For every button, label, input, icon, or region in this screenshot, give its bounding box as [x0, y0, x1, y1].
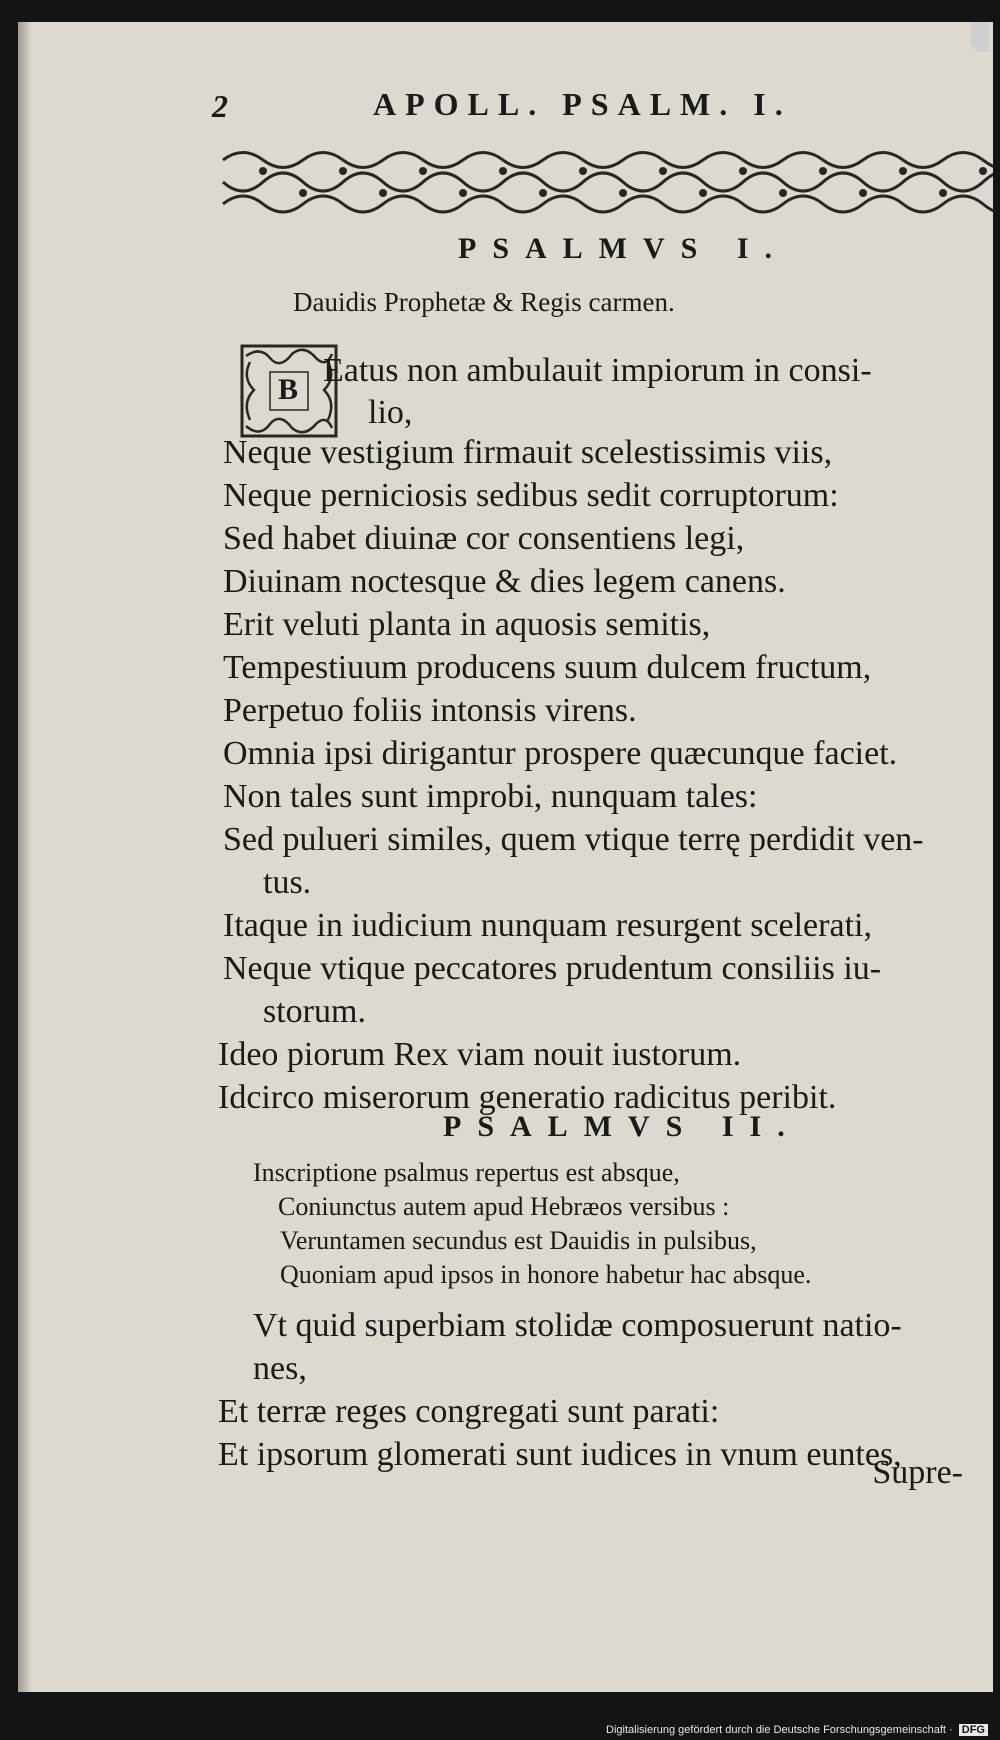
verse-line: Tempestiuum producens suum dulcem fructum, — [223, 649, 872, 686]
verse-line: Et ipsorum glomerati sunt iudices in vnum euntes, — [218, 1436, 902, 1473]
verse-line: nes, — [253, 1350, 307, 1387]
psalm-1-heading: PSALMVS I. — [458, 232, 789, 265]
inscription-line: Inscriptione psalmus repertus est absque, — [253, 1158, 680, 1187]
verse-line: Vt quid superbiam stolidæ composuerunt natio- — [253, 1307, 902, 1344]
verse-line: Itaque in iudicium nunquam resurgent scelerati, — [223, 907, 872, 944]
verse-line: Idcirco miserorum generatio radicitus peribit. — [218, 1079, 837, 1116]
verse-line: Et terræ reges congregati sunt parati: — [218, 1393, 720, 1430]
verse-line: Perpetuo foliis intonsis virens. — [223, 692, 637, 729]
drop-cap-letter: B — [278, 373, 299, 406]
verse-line: Diuinam noctesque & dies legem canens. — [223, 563, 786, 600]
verse-line: Sed pulueri similes, quem vtique terrę perdidit ven- — [223, 821, 924, 858]
verse-line: Neque vtique peccatores prudentum consiliis iu- — [223, 950, 882, 987]
psalm-1-subtitle: Dauidis Prophetæ & Regis carmen. — [293, 287, 675, 317]
verse-line: lio, — [368, 394, 413, 431]
ornament-band-icon — [218, 140, 993, 222]
inscription-line: Veruntamen secundus est Dauidis in pulsibus, — [280, 1226, 757, 1255]
dfg-logo: DFG — [959, 1724, 988, 1736]
digitization-credit: Digitalisierung gefördert durch die Deutsche Forschungsgemeinschaft · DFG — [606, 1724, 988, 1736]
psalm-2-heading: PSALMVS II. — [443, 1110, 801, 1143]
inscription-line: Quoniam apud ipsos in honore habetur hac absque. — [280, 1260, 812, 1289]
page-spine-shadow — [18, 22, 32, 1692]
footer-text: Digitalisierung gefördert durch die Deutsche Forschungsgemeinschaft — [606, 1724, 946, 1736]
page-corner — [971, 22, 989, 52]
catchword: Supre- — [872, 1454, 963, 1491]
verse-line: Eatus non ambulauit impiorum in consi- — [323, 352, 872, 389]
inscription-line: Coniunctus autem apud Hebræos versibus : — [278, 1192, 730, 1221]
verse-line: Omnia ipsi dirigantur prospere quæcunque faciet. — [223, 735, 898, 772]
page-number: 2 — [212, 88, 228, 124]
verse-line: Sed habet diuinæ cor consentiens legi, — [223, 520, 745, 557]
verse-line: Ideo piorum Rex viam nouit iustorum. — [218, 1036, 742, 1073]
verse-line: Non tales sunt improbi, nunquam tales: — [223, 778, 758, 815]
verse-line: Erit veluti planta in aquosis semitis, — [223, 606, 711, 643]
verse-line: Neque perniciosis sedibus sedit corruptorum: — [223, 477, 839, 514]
verse-line: storum. — [263, 993, 366, 1030]
verse-line: tus. — [263, 864, 312, 901]
running-title: APOLL. PSALM. I. — [373, 86, 792, 122]
book-page — [18, 22, 993, 1692]
verse-line: Neque vestigium firmauit scelestissimis viis, — [223, 434, 833, 471]
